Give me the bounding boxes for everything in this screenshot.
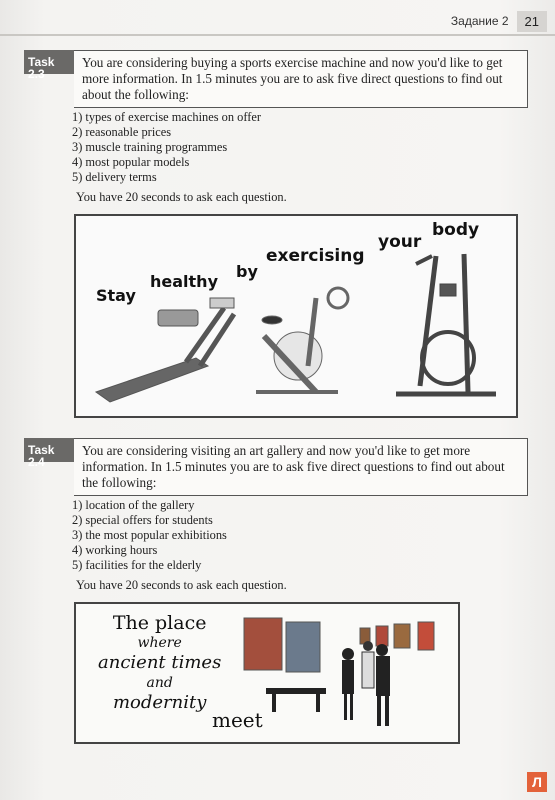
task-2-4-box: [24, 438, 528, 496]
task-label: Task 2.4: [24, 438, 74, 462]
section-title: Задание 2: [450, 14, 509, 28]
slogan-word: Stay: [96, 286, 136, 305]
caption-line: modernity: [112, 692, 207, 713]
page-header: [451, 8, 547, 34]
list-item: 5) delivery terms: [72, 170, 157, 184]
list-item: 2) special offers for students: [72, 513, 213, 527]
page-number: 21: [517, 11, 547, 32]
caption-line: meet: [212, 708, 263, 732]
header-rule: [0, 34, 555, 36]
slogan-word: healthy: [150, 272, 218, 291]
list-item: 3) the most popular exhibitions: [72, 528, 227, 542]
list-item: 1) types of exercise machines on offer: [72, 110, 261, 124]
task-2-4-list: [72, 498, 227, 573]
task-note: You have 20 seconds to ask each question.: [76, 578, 287, 592]
list-item: 4) working hours: [72, 543, 158, 557]
task-2-3-list: [72, 110, 261, 185]
slogan-word: by: [236, 262, 258, 281]
list-item: 2) reasonable prices: [72, 125, 172, 139]
slogan-word: exercising: [266, 246, 365, 266]
list-item: 5) facilities for the elderly: [72, 558, 202, 572]
task-label: Task 2.3: [24, 50, 74, 74]
art-gallery-illustration: [74, 602, 460, 744]
caption-line: ancient times: [98, 652, 222, 673]
publisher-logo: Л: [527, 772, 547, 792]
task-2-3-box: [24, 50, 528, 108]
caption-line: and: [146, 675, 173, 691]
task-description: You are considering visiting an art gallery and now you'd like to get more information. In 1.5 minutes you are to ask five direct questions to find out about the following:: [74, 438, 528, 496]
list-item: 3) muscle training programmes: [72, 140, 228, 154]
caption-line: where: [137, 635, 182, 651]
task-description: You are considering buying a sports exercise machine and now you'd like to get more information. In 1.5 minutes you are to ask five direct questions to find out about the following:: [74, 50, 528, 108]
slogan-word: body: [432, 220, 480, 240]
list-item: 1) location of the gallery: [72, 498, 195, 512]
exercise-machines-illustration: [74, 214, 518, 418]
gallery-drawing: [76, 604, 458, 742]
caption-line: The place: [112, 612, 207, 634]
slogan-word: your: [378, 232, 422, 252]
list-item: 4) most popular models: [72, 155, 190, 169]
task-note: You have 20 seconds to ask each question.: [76, 190, 287, 204]
